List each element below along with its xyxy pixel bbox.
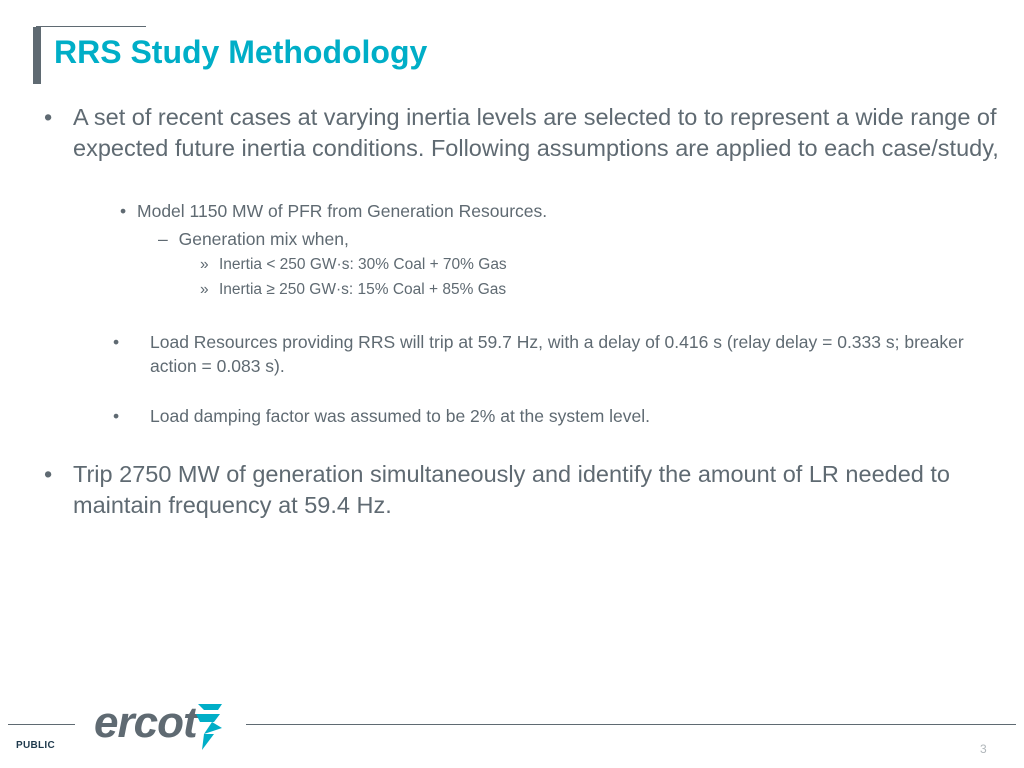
ercot-logo-mark-icon [192, 700, 226, 752]
bullet-1-2-text: Load Resources providing RRS will trip at 59.7 Hz, with a delay of 0.416 s (relay delay = 0.333 s; breaker action = 0.083 s). [150, 332, 964, 376]
bullet-1-marker: • [44, 104, 53, 130]
title-accent-bar [33, 27, 41, 84]
bullet-1-1-marker: • [120, 201, 127, 221]
bullet-1-1-1-text: Generation mix when, [178, 229, 349, 249]
slide-title: RRS Study Methodology [54, 34, 428, 70]
footer-rule-left [8, 724, 75, 725]
title-top-rule [36, 26, 146, 27]
ercot-logo-text: ercot [94, 698, 197, 747]
bullet-1-1-1-a-marker: » [200, 256, 209, 273]
bullet-1-1-1-b-marker: » [200, 281, 209, 298]
bullet-1-1-1-marker: – [158, 229, 168, 249]
classification-label: PUBLIC [16, 740, 56, 751]
bullet-1-1-text: Model 1150 MW of PFR from Generation Resources. [137, 201, 548, 221]
bullet-1-1-1-b-text: Inertia ≥ 250 GW·s: 15% Coal + 85% Gas [218, 281, 507, 298]
page-number: 3 [980, 742, 987, 756]
bullet-1-1-1 [158, 227, 349, 251]
footer-rule-right [246, 724, 1016, 725]
bullet-1-1-1-a [200, 254, 507, 276]
bullet-2-text: Trip 2750 MW of generation simultaneously and identify the amount of LR needed to maintain frequency at 59.4 Hz. [73, 461, 950, 518]
bullet-1-3-text: Load damping factor was assumed to be 2% at the system level. [150, 406, 650, 426]
bullet-1-1-1-b [200, 279, 506, 301]
bullet-2-marker: • [44, 461, 53, 487]
bullet-1-1-1-a-text: Inertia < 250 GW·s: 30% Coal + 70% Gas [218, 256, 507, 273]
bullet-1-3-marker: • [113, 406, 120, 426]
bullet-1-2-marker: • [113, 332, 120, 352]
bullet-1-text: A set of recent cases at varying inertia levels are selected to to represent a wide range of expected future inertia conditions. Following assumptions are applied to each case/study, [73, 104, 999, 161]
bullet-1-1 [120, 199, 547, 223]
